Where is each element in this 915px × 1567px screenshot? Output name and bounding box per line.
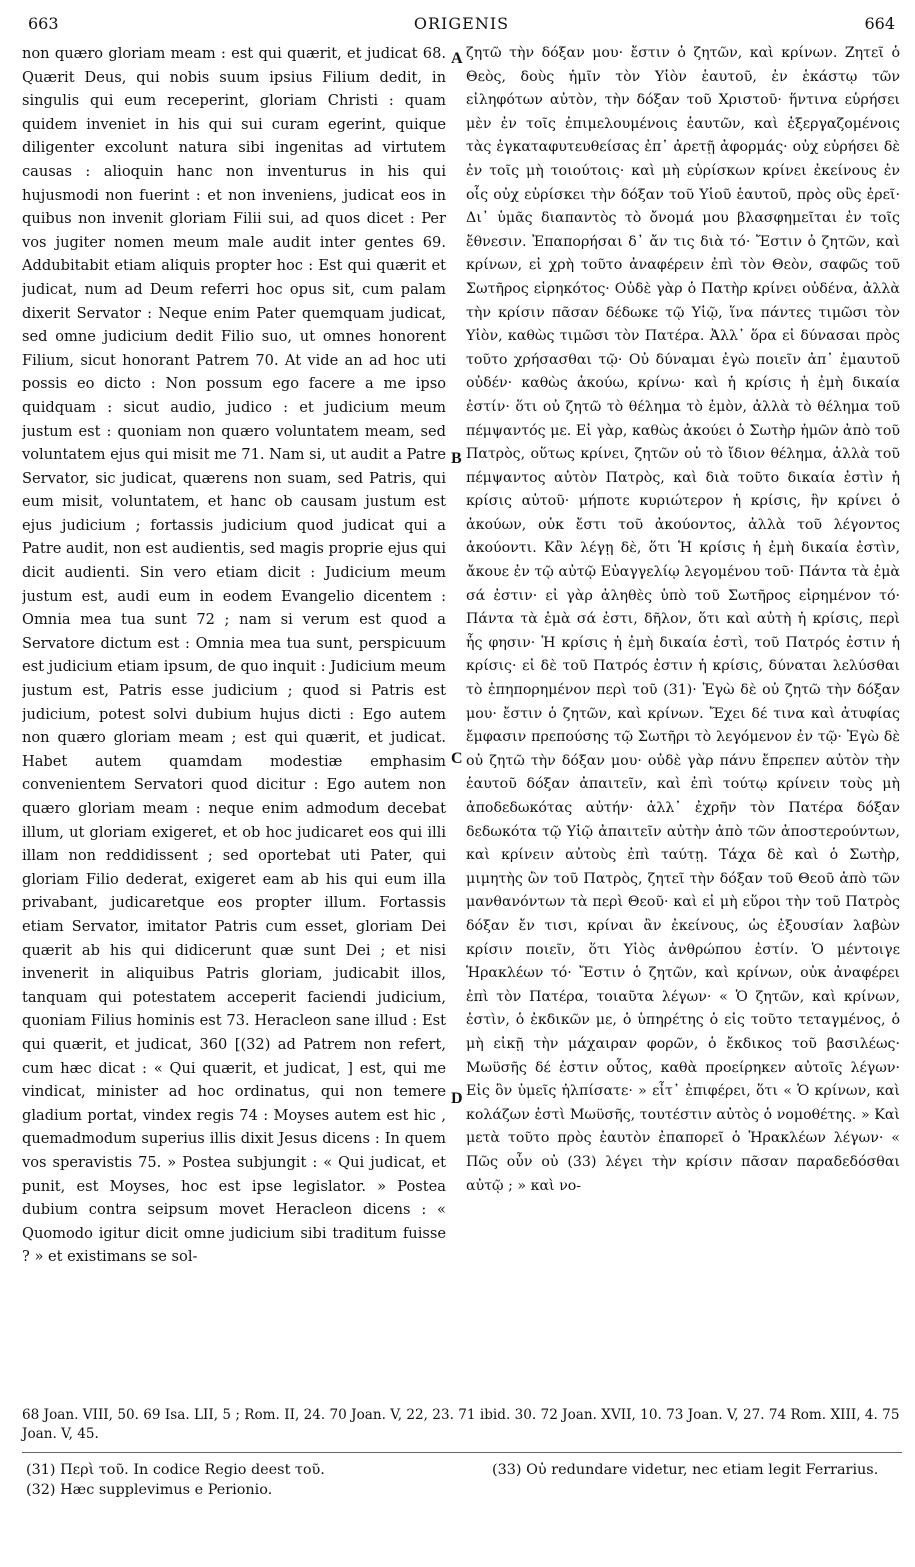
greek-column [466, 42, 900, 1400]
margin-letter-b: B [451, 450, 462, 467]
greek-text: ζητῶ τὴν δόξαν μου· ἔστιν ὁ ζητῶν, καὶ κρίνων. Ζητεῖ ὁ Θεὸς, δοὺς ἡμῖν τὸν Υἱὸν ἑαυτοῦ, ἐν ἑκάστῳ τῶν εἰληφότων αὐτὸν, τὴν δόξαν τοῦ Χριστοῦ· ἥντινα εὑρήσει μὲν ἐν τοῖς ἐπιμελουμένοις ἑαυτῶν, καὶ ἐξεργαζομένοις τὰς ἐγκαταφυτευθείσας ἐπ᾽ ἀρετῇ ἀφορμάς· οὐχ εὑρήσει δὲ ἐν τοῖς μὴ τοιούτοις· καὶ μὴ εὑρίσκων κρίνει ἐκείνους ἐν οἷς οὐχ εὑρίσκει τὴν δόξαν τοῦ Υἱοῦ ἑαυτοῦ, πρὸς οὓς ἐρεῖ· Δι᾽ ὑμᾶς διαπαντὸς τὸ ὄνομά μου βλασφημεῖται ἐν τοῖς ἔθνεσιν. Ἐπαπορήσαι δ᾽ ἄν τις διὰ τό· Ἔστιν ὁ ζητῶν, καὶ κρίνων, εἰ χρὴ τοῦτο ἀναφέρειν ἐπὶ τὸν Θεὸν, σαφῶς τοῦ Σωτῆρος εἰρηκότος· Οὐδὲ γὰρ ὁ Πατὴρ κρίνει οὐδένα, ἀλλὰ τὴν κρίσιν πᾶσαν δέδωκε τῷ Υἱῷ, ἵνα πάντες τιμῶσι τὸν Υἱὸν, καθὼς τιμῶσι τὸν Πατέρα. Ἀλλ᾽ ὅρα εἰ δύνασαι πρὸς τοῦτο χρήσασθαι τῷ· Οὐ δύναμαι ἐγὼ ποιεῖν ἀπ᾽ ἐμαυτοῦ οὐδέν· καθὼς ἀκούω, κρίνω· καὶ ἡ κρίσις ἡ ἐμὴ δικαία ἐστίν· ὅτι οὐ ζητῶ τὸ θέλημα τὸ ἐμὸν, ἀλλὰ τὸ θέλημα τοῦ πέμψαντός με. Εἰ γὰρ, καθὼς ἀκούει ὁ Σωτὴρ ἡμῶν ἀπὸ τοῦ Πατρὸς, οὕτως κρίνει, ζητῶν οὐ τὸ ἴδιον θέλημα, ἀλλὰ τοῦ πέμψαντος αὐτὸν Πατρὸς, καὶ διὰ τοῦτο δικαία ἐστὶν ἡ κρίσις αὐτοῦ· μήποτε κυριώτερον ἡ κρίσις, ἣν κρίνει ὁ ἀκούων, οὐκ ἔστι τοῦ ἀκούοντος, ἀλλὰ τοῦ λέγοντος ἀκούοντι. Κἂν λέγῃ δὲ, ὅτι Ἡ κρίσις ἡ ἐμὴ δικαία ἐστὶν, ἄκουε ἐν τῷ αὐτῷ Εὐαγγελίῳ λεγομένου τοῦ· Πάντα τὰ ἐμὰ σά ἐστιν· εἰ γὰρ ἀληθὲς ὑπὸ τοῦ Σωτῆρος εἰρημένον τό· Πάντα τὰ ἐμὰ σά ἐστι, δῆλον, ὅτι καὶ αὐτὴ ἡ κρίσις, περὶ ἧς φησιν· Ἡ κρίσις ἡ ἐμὴ δικαία ἐστὶ, τοῦ Πατρός ἐστιν ἡ κρίσις· εἰ δὲ τοῦ Πατρός ἐστιν ἡ κρίσις, δύναται λελύσθαι τὸ ἐπηπορημένον περὶ τοῦ (31)· Ἐγὼ δὲ οὐ ζητῶ τὴν δόξαν μου· ἔστιν ὁ ζητῶν, καὶ κρίνων. Ἔχει δέ τινα καὶ ἀτυφίας ἔμφασιν πρεπούσης τῷ Σωτῆρι τὸ λεγόμενον ἐν τῷ· Ἐγὼ δὲ οὐ ζητῶ τὴν δόξαν μου· οὐδὲ γὰρ πάνυ ἔπρεπεν αὐτὸν τὴν ἑαυτοῦ δόξαν ἀπαιτεῖν, καὶ ἐπὶ τούτῳ κρίνειν τοὺς μὴ ἀποδεδωκότας αὐτήν· ἀλλ᾽ ἐχρῆν τὸν Πατέρα δόξαν δεδωκότα τῷ Υἱῷ ἀπαιτεῖν αὐτὴν ἀπὸ τῶν ἀποστερούντων, καὶ κρίνειν αὐτοὺς ἐπὶ ταύτῃ. Τάχα δὲ καὶ ὁ Σωτὴρ, μιμητὴς ὢν τοῦ Πατρὸς, ζητεῖ τὴν δόξαν τοῦ Θεοῦ ἀπὸ τῶν μανθανόντων τὰ περὶ Θεοῦ· καὶ εἰ μὴ εὕροι τὴν τοῦ Πατρὸς δόξαν ἔν τισι, κρίναι ἂν ἐκείνους, ὡς ἐξουσίαν λαβὼν κρίσιν ποιεῖν, ὅτι Υἱὸς ἀνθρώπου ἐστίν. Ὁ μέντοιγε Ἡρακλέων τό· Ἔστιν ὁ ζητῶν, καὶ κρίνων, οὐκ ἀναφέρει ἐπὶ τὸν Πατέρα, τοιαῦτα λέγων· « Ὁ ζητῶν, καὶ κρίνων, ἐστὶν, ὁ ἐκδικῶν με, ὁ ὑπηρέτης ὁ εἰς τοῦτο τεταγμένος, ὁ μὴ εἰκῇ τὴν μάχαιραν φορῶν, ὁ ἔκδικος τοῦ βασιλέως· Μωϋσῆς δέ ἐστιν οὗτος, καθὰ προείρηκεν αὐτοῖς λέγων· Εἰς ὃν ὑμεῖς ἠλπίσατε· » εἶτ᾽ ἐπιφέρει, ὅτι « Ὁ κρίνων, καὶ κολάζων ἐστὶ Μωϋσῆς, τουτέστιν αὐτὸς ὁ νομοθέτης. » Καὶ μετὰ τοῦτο πρὸς ἑαυτὸν ἐπαπορεῖ ὁ Ἡρακλέων λέγων· « Πῶς οὖν οὐ (33) λέγει τὴν κρίσιν πᾶσαν παραδεδόσθαι αὐτῷ ; » καὶ νο- [466, 45, 900, 1194]
latin-column [22, 42, 446, 1400]
margin-letter-d: D [451, 1090, 463, 1107]
running-header [28, 14, 895, 36]
page-number-left: 663 [28, 14, 59, 33]
editorial-notes-left [26, 1460, 446, 1500]
footnote-divider [22, 1452, 902, 1453]
page-title: ORIGENIS [413, 14, 510, 33]
latin-text: non quæro gloriam meam : est qui quærit, et judicat 68. Quærit Deus, qui nobis suum ipsius Filium dedit, in singulis qui eum receperint, gloriam Christi : quam quidem inveniet in his qui sui curam egerint, quique diligenter excolunt natura sibi ingenitas ad virtutem causas : alioquin hanc non inventurus in his qui hujusmodi non fuerint : et non inveniens, judicat eos in quibus non invenit gloriam Filii sui, ad quos dicet : Per vos jugiter nomen meum male audit inter gentes 69. Addubitabit etiam aliquis propter hoc : Est qui quærit et judicat, num ad Deum referri hoc opus sit, cum palam dixerit Servator : Neque enim Pater quemquam judicat, sed omne judicium dedit Filio suo, ut omnes honorent Filium, sicut honorant Patrem 70. At vide an ad hoc uti possis eo dicto : Non possum ego facere a me ipso quidquam : sicut audio, judico : et judicium meum justum est : quoniam non quæro voluntatem meam, sed voluntatem ejus qui misit me 71. Nam si, ut audit a Patre Servator, sic judicat, quærens non suam, sed Patris, qui eum misit, voluntatem, et hanc ob causam justum est ejus judicium ; fortassis judicium quod judicat qui a Patre audit, non est audientis, sed magis proprie ejus qui dicit audienti. Sin vero etiam dicit : Judicium meum justum est, audi eum in eodem Evangelio dicentem : Omnia mea tua sunt 72 ; nam si verum est quod a Servatore dictum est : Omnia mea tua sunt, perspicuum est judicium etiam ipsum, de quo inquit : Judicium meum justum est, Patris esse judicium ; quod si Patris est judicium, potest solvi dubium hujus dicti : Ego autem non quæro gloriam meam ; est qui quærit, et judicat. Habet autem quamdam modestiæ emphasim convenientem Servatori quod dicitur : Ego autem non quæro gloriam meam : neque enim admodum decebat illum, ut gloriam exigeret, et ob hoc judicaret eos qui illi illam non reddidissent ; sed oportebat uti Pater, qui gloriam Filio dederat, exigeret eam ab his qui eum illa privabant, judicaretque eos propter illum. Fortassis etiam Servator, imitator Patris cum esset, gloriam Dei quærit ab his qui didicerunt quæ sunt Dei ; et nisi invenerit in aliquibus Patris gloriam, judicabit illos, tanquam qui potestatem acceperit faciendi judicium, quoniam Filius hominis est 73. Heracleon sane illud : Est qui quærit, et judicat, 360 [(32) ad Patrem non refert, cum hæc dicat : « Qui quærit, et judicat, ] est, qui me vindicat, minister ad hoc ordinatus, qui non temere gladium portat, vindex regis 74 : Moyses autem est hic , quemadmodum superius illis dixit Jesus dicens : In quem vos speravistis 75. » Postea subjungit : « Qui judicat, et punit, est Moyses, hoc est ipse legislator. » Postea dubium contra seipsum movet Heracleon dicens : « Quomodo igitur dicit omne judicium sibi traditum fuisse ? » et existimans se sol- [22, 45, 446, 1266]
editorial-notes-right [492, 1460, 902, 1480]
note-31: (31) Περὶ τοῦ. In codice Regio deest τοῦ. [26, 1462, 325, 1478]
note-32: (32) Hæc supplevimus e Perionio. [26, 1482, 273, 1498]
note-33: (33) Οὐ redundare videtur, nec etiam legit Ferrarius. [492, 1462, 879, 1478]
scripture-references: 68 Joan. VIII, 50. 69 Isa. LII, 5 ; Rom. II, 24. 70 Joan. V, 22, 23. 71 ibid. 30. 72 Joan. XVII, 10. 73 Joan. V, 27. 74 Rom. XIII, 4. 75 Joan. V, 45. [22, 1407, 900, 1442]
page-number-right: 664 [864, 14, 895, 33]
margin-letter-a: A [451, 50, 463, 67]
margin-letter-c: C [451, 750, 463, 767]
